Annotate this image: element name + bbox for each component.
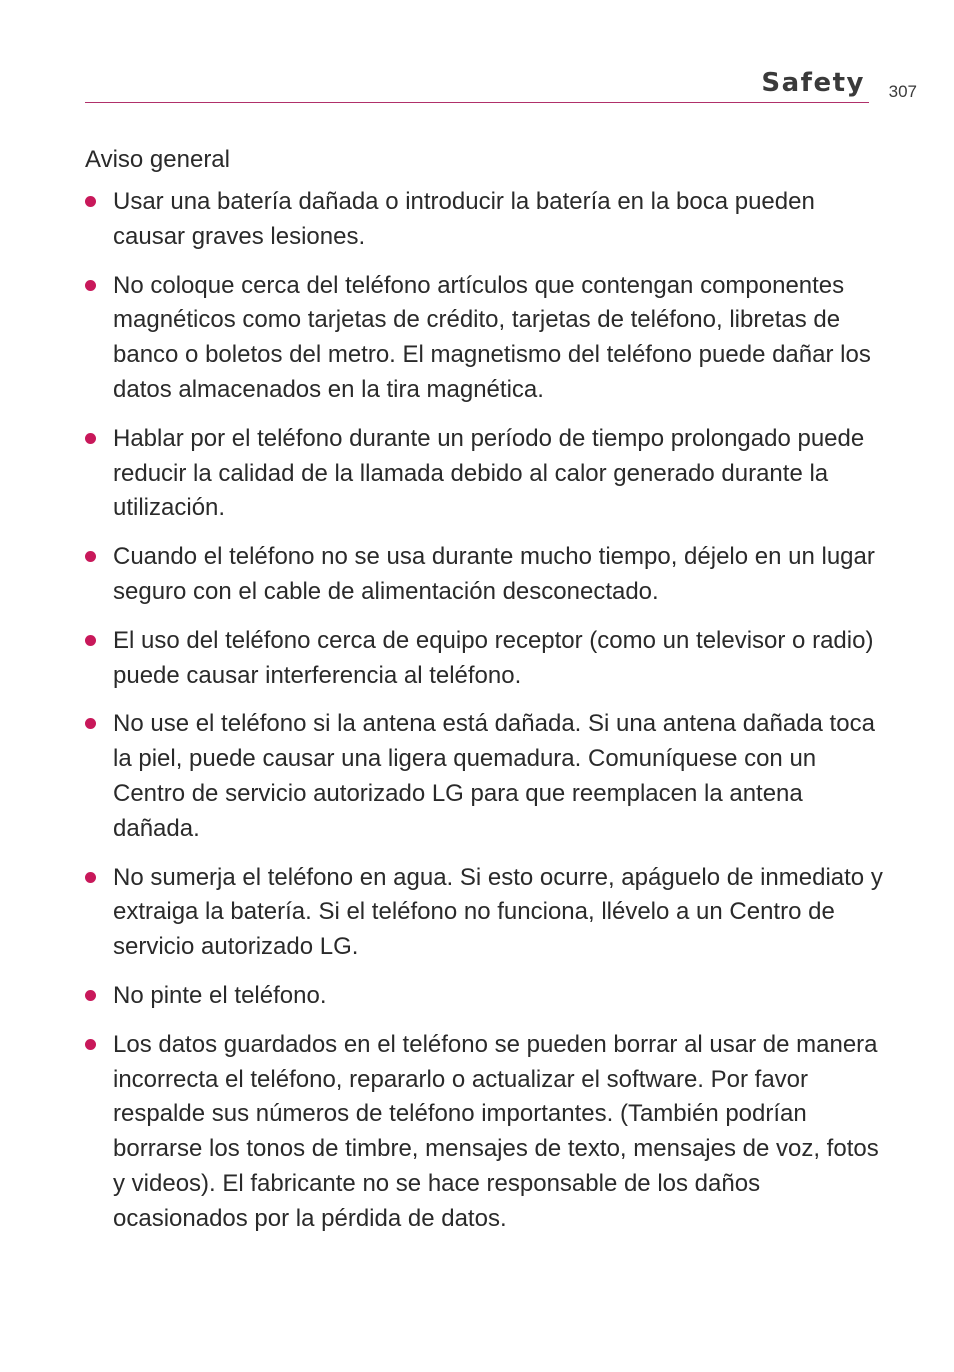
list-item [85, 1028, 885, 1237]
list-item [85, 707, 885, 846]
page-content [85, 142, 885, 1251]
list-item-text: No use el teléfono si la antena está dañada. Si una antena dañada toca la piel, puede causar una ligera quemadura. Comuníquese con un Centro de servicio autorizado LG para que reemplacen la antena dañada. [113, 710, 875, 842]
list-item [85, 185, 885, 255]
bullet-icon [85, 718, 96, 729]
list-item [85, 624, 885, 694]
header-divider [85, 102, 869, 103]
page-number: 307 [888, 82, 917, 101]
list-item-text: El uso del teléfono cerca de equipo receptor (como un televisor o radio) puede causar interferencia al teléfono. [113, 626, 874, 689]
list-item-text: No coloque cerca del teléfono artículos que contengan componentes magnéticos como tarjetas de crédito, tarjetas de teléfono, libretas de banco o boletos del metro. El magnetismo del teléfono puede dañar los datos almacenados en la tira magnética. [113, 271, 871, 403]
list-item [85, 540, 885, 610]
list-item-text: Cuando el teléfono no se usa durante mucho tiempo, déjelo en un lugar seguro con el cable de alimentación desconectado. [113, 543, 875, 605]
bullet-icon [85, 433, 96, 444]
bullet-icon [85, 1039, 96, 1050]
subsection-heading: Aviso general [85, 146, 230, 173]
list-item-text: Los datos guardados en el teléfono se pueden borrar al usar de manera incorrecta el teléfono, repararlo o actualizar el software. Por favor respalde sus números de teléfono importantes. (También podrían borrarse los tonos de timbre, mensajes de texto, mensajes de voz, fotos y videos). El fabricante no se hace responsable de los daños ocasionados por la pérdida de datos. [113, 1030, 879, 1232]
list-item-text: No pinte el teléfono. [113, 981, 327, 1009]
bullet-list [85, 185, 885, 1237]
bullet-icon [85, 990, 96, 1001]
bullet-icon [85, 872, 96, 883]
list-item [85, 979, 885, 1014]
bullet-icon [85, 280, 96, 291]
page-header [85, 60, 917, 110]
list-item [85, 422, 885, 526]
list-item-text: No sumerja el teléfono en agua. Si esto ocurre, apáguelo de inmediato y extraiga la batería. Si el teléfono no funciona, llévelo a un Centro de servicio autorizado LG. [113, 863, 883, 961]
list-item [85, 861, 885, 965]
list-item-text: Hablar por el teléfono durante un período de tiempo prolongado puede reducir la calidad de la llamada debido al calor generado durante la utilización. [113, 424, 865, 522]
bullet-icon [85, 635, 96, 646]
list-item-text: Usar una batería dañada o introducir la batería en la boca pueden causar graves lesiones. [113, 188, 815, 250]
section-title: Safety [761, 68, 865, 98]
bullet-icon [85, 551, 96, 562]
bullet-icon [85, 196, 96, 207]
list-item [85, 269, 885, 408]
